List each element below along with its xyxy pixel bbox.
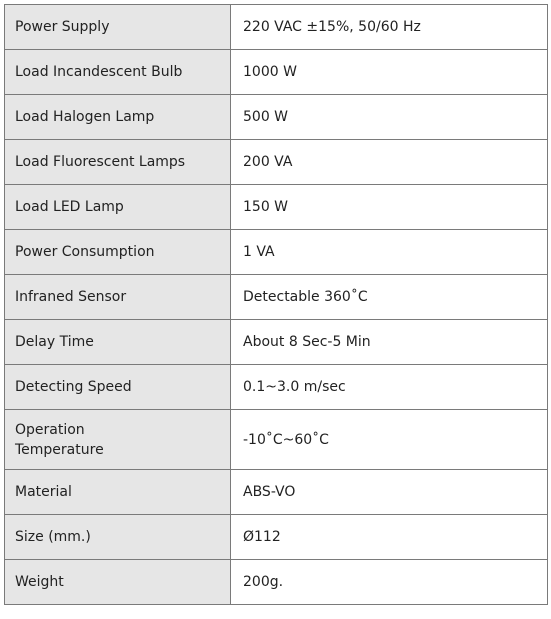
table-row [5, 140, 548, 185]
spec-value-detecting-speed: 0.1~3.0 m/sec [231, 365, 548, 410]
spec-value-weight: 200g. [231, 560, 548, 605]
spec-label-load-incandescent: Load Incandescent Bulb [5, 50, 231, 95]
spec-value-load-halogen: 500 W [231, 95, 548, 140]
spec-value-load-led: 150 W [231, 185, 548, 230]
spec-label-size: Size (mm.) [5, 515, 231, 560]
spec-label-line: Temperature [15, 441, 104, 458]
table-row [5, 50, 548, 95]
spec-label-material: Material [5, 470, 231, 515]
spec-label-delay-time: Delay Time [5, 320, 231, 365]
table-row [5, 185, 548, 230]
table-row [5, 410, 548, 470]
table-row [5, 515, 548, 560]
table-row [5, 275, 548, 320]
table-row [5, 320, 548, 365]
spec-label-detecting-speed: Detecting Speed [5, 365, 231, 410]
table-row [5, 365, 548, 410]
spec-label-load-halogen: Load Halogen Lamp [5, 95, 231, 140]
spec-value-load-incandescent: 1000 W [231, 50, 548, 95]
spec-label-line: Operation [15, 421, 85, 438]
table-row [5, 560, 548, 605]
spec-label-power-supply: Power Supply [5, 5, 231, 50]
spec-value-power-consumption: 1 VA [231, 230, 548, 275]
spec-value-infrared-sensor: Detectable 360˚C [231, 275, 548, 320]
spec-value-size: Ø112 [231, 515, 548, 560]
specification-table [4, 4, 548, 605]
spec-value-material: ABS-VO [231, 470, 548, 515]
spec-value-power-supply: 220 VAC ±15%, 50/60 Hz [231, 5, 548, 50]
spec-value-delay-time: About 8 Sec-5 Min [231, 320, 548, 365]
spec-label-infrared-sensor: Infraned Sensor [5, 275, 231, 320]
table-row [5, 95, 548, 140]
table-row [5, 470, 548, 515]
table-row [5, 5, 548, 50]
spec-label-weight: Weight [5, 560, 231, 605]
spec-label-load-led: Load LED Lamp [5, 185, 231, 230]
spec-value-load-fluorescent: 200 VA [231, 140, 548, 185]
spec-label-load-fluorescent: Load Fluorescent Lamps [5, 140, 231, 185]
spec-label-operation-temperature [5, 410, 231, 470]
spec-value-operation-temperature: -10˚C~60˚C [231, 410, 548, 470]
spec-label-power-consumption: Power Consumption [5, 230, 231, 275]
table-row [5, 230, 548, 275]
